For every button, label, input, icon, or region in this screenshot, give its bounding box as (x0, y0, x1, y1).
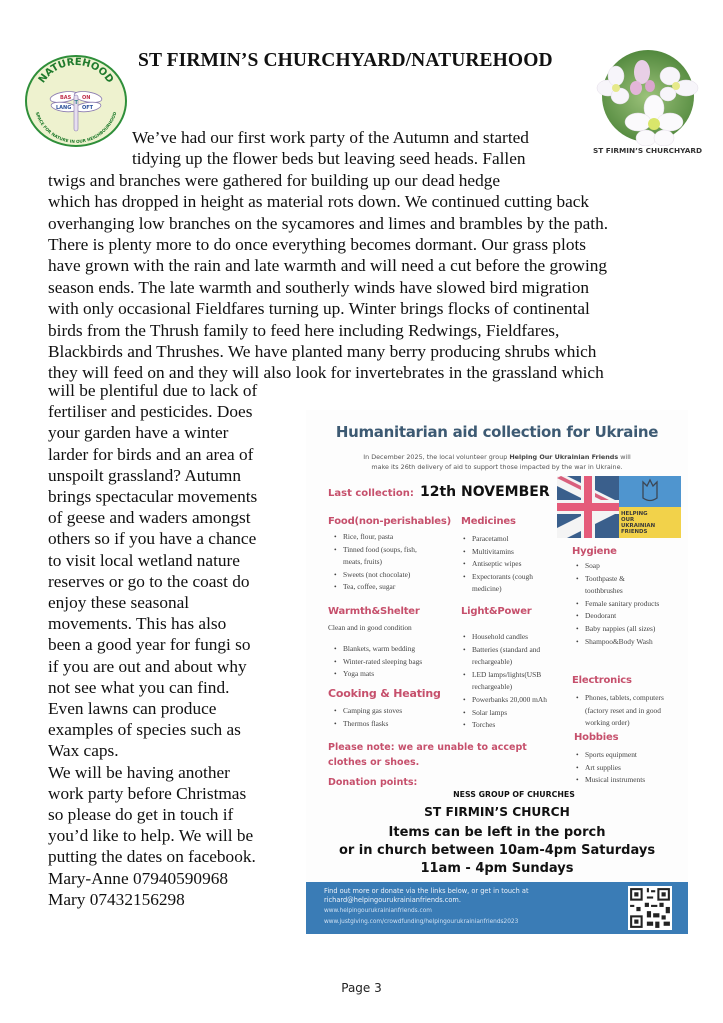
list-item-continued (462, 681, 547, 694)
list-item-continued (462, 583, 533, 596)
please-note-line: clothes or shoes. (328, 757, 420, 768)
ness-group-label: NESS GROUP OF CHURCHES (453, 790, 575, 799)
article-line: to visit local wetland nature (48, 550, 240, 570)
list-item: • Toothpaste & (575, 573, 659, 586)
list-item-text: meats, fruits) (343, 557, 382, 567)
list-item: • Rice, flour, pasta (333, 531, 417, 544)
list-item: • Art supplies (575, 762, 645, 775)
article-line: of geese and waders amongst (48, 508, 251, 528)
churchyard-logo-caption: ST FIRMIN’S CHURCHYARD (592, 146, 703, 155)
article-intro (48, 127, 608, 384)
list-item: • Torches (462, 719, 547, 732)
list-item: • Female sanitary products (575, 598, 659, 611)
logo-body-letter: T (74, 100, 78, 106)
article-line: which has dropped in height as material rots down. We continued cutting back (48, 192, 590, 212)
poster-group-name: Helping Our Ukrainian Friends (509, 453, 619, 461)
section-medicines-list (462, 533, 533, 596)
article-line: your garden have a winter (48, 423, 229, 443)
article-line: unspoilt grassland? Autumn (48, 465, 241, 485)
flag-text: FRIENDS (621, 529, 648, 535)
poster-intro (306, 452, 688, 472)
article-line: they will feed on and they will also look for invertebrates in the grassland which (48, 363, 604, 383)
article-line: Wax caps. (48, 741, 119, 761)
poster-intro-text: will (618, 453, 631, 461)
list-item: • Soap (575, 560, 659, 573)
article-line: enjoy these seasonal (48, 593, 190, 613)
article-line: reserves or go to the coast do (48, 571, 250, 591)
section-electronics-list (575, 692, 664, 730)
section-warmth-title: Warmth&Shelter (328, 606, 420, 617)
article-column (48, 380, 257, 910)
list-item-text: medicine) (472, 584, 502, 594)
logo-wing-text: OFT (82, 105, 94, 111)
article-line: movements. This has also (48, 614, 227, 634)
list-item: • Shampoo&Body Wash (575, 636, 659, 649)
article-line: have grown with the rain and late warmth and will need a cut before the growing (48, 256, 608, 276)
footer-email-link[interactable]: richard@helpingourukrainianfriends.com. (324, 896, 461, 904)
list-item: • Powerbanks 20,000 mAh (462, 694, 547, 707)
article-line: examples of species such as (48, 720, 241, 740)
church-name: ST FIRMIN’S CHURCH (424, 805, 570, 819)
porch-text: Items can be left in the porch (388, 825, 606, 840)
section-light-title: Light&Power (461, 606, 532, 617)
list-item: • LED lamps/lights(USB (462, 669, 547, 682)
list-item: • Phones, tablets, computers (575, 692, 664, 705)
list-item: • Sports equipment (575, 749, 645, 762)
article-line: putting the dates on facebook. (48, 847, 256, 867)
section-hygiene-list (575, 560, 659, 648)
article-line: so please do get in touch if (48, 805, 234, 825)
donation-points-label: Donation points: (328, 777, 418, 788)
flag-text: OUR (621, 517, 635, 523)
list-item: • Baby nappies (all sizes) (575, 623, 659, 636)
list-item: • Household candles (462, 631, 547, 644)
list-item: • Blankets, warm bedding (333, 643, 422, 656)
list-item-text: (factory reset and in good (585, 705, 661, 715)
last-collection-label: Last collection: (328, 488, 414, 499)
article-line: We will be having another (48, 762, 230, 782)
poster-footer (306, 882, 688, 934)
article-line: There is plenty more to do once everything becomes dormant. Our grass plots (48, 235, 586, 255)
footer-text: Find out more or donate via the links below, or get in touch at (324, 887, 529, 895)
list-item: • Antiseptic wipes (462, 558, 533, 571)
list-item: • Sweets (not chocolate) (333, 569, 417, 582)
last-collection-date: 12th NOVEMBER (420, 484, 550, 500)
section-hobbies-title: Hobbies (574, 732, 619, 743)
list-item: • Batteries (standard and (462, 644, 547, 657)
section-electronics-title: Electronics (572, 675, 632, 686)
contact-mary-anne: Mary-Anne 07940590968 (48, 868, 228, 888)
list-item: • Camping gas stoves (333, 705, 402, 718)
logo-bottom-text: SPACE FOR NATURE IN OUR NEIGHBOURHOOD (34, 111, 118, 145)
list-item: • Deodorant (575, 610, 659, 623)
article-line: will be plentiful due to lack of (48, 381, 258, 400)
sunday-hours: 11am - 4pm Sundays (420, 861, 574, 876)
list-item-text: rechargeable) (472, 682, 513, 692)
footer-website-link[interactable]: www.helpingourukrainianfriends.com (324, 908, 432, 914)
article-line: you’d like to help. We will be (48, 826, 254, 846)
list-item: • Tinned food (soups, fish, (333, 544, 417, 557)
section-warmth-note: Clean and in good condition (328, 623, 412, 632)
list-item: • Musical instruments (575, 774, 645, 787)
list-item-continued (333, 556, 417, 569)
list-item-text: working order) (585, 718, 630, 728)
logo-wing-text: ON (82, 95, 91, 101)
article-line: tidying up the flower beds but leaving seed heads. Fallen (132, 149, 526, 169)
article-line: others so if you have a chance (48, 529, 257, 549)
logo-wing-text: LANG (56, 105, 72, 111)
list-item: • Thermos flasks (333, 718, 402, 731)
uk-ukraine-flag-icon (557, 476, 681, 538)
article-line: twigs and branches were gathered for building up our dead hedge (48, 170, 501, 190)
poster-title: Humanitarian aid collection for Ukraine (335, 423, 659, 441)
poster-intro-text: make its 26th delivery of aid to support those impacted by the war in Ukraine. (371, 463, 623, 471)
article-line: if you are out and about why (48, 656, 247, 676)
section-warmth-list (333, 643, 422, 681)
list-item: • Winter-rated sleeping bags (333, 656, 422, 669)
contact-mary: Mary 07432156298 (48, 889, 185, 909)
page-title: ST FIRMIN’S CHURCHYARD/NATUREHOOD (138, 50, 553, 71)
list-item-text: toothbrushes (585, 586, 623, 596)
section-hobbies-list (575, 749, 645, 787)
qr-code-icon[interactable] (628, 886, 672, 930)
article-line: larder for birds and an area of (48, 444, 254, 464)
section-hygiene-title: Hygiene (572, 546, 617, 557)
list-item: • Yoga mats (333, 668, 422, 681)
article-line: brings spectacular movements (48, 487, 258, 507)
list-item-continued (575, 717, 664, 730)
section-cooking-list (333, 705, 402, 730)
section-light-list (462, 631, 547, 732)
section-medicines-title: Medicines (461, 516, 516, 527)
list-item-continued (575, 585, 659, 598)
please-note-line: Please note: we are unable to accept (328, 742, 527, 753)
article-line: Blackbirds and Thrushes. We have planted many berry producing shrubs which (48, 342, 597, 362)
flag-text: HELPING (621, 511, 648, 517)
section-food-list (333, 531, 417, 594)
article-line: fertiliser and pesticides. Does (48, 402, 253, 422)
article-line: with only occasional Fieldfares turning up. Winter brings flocks of continental (48, 299, 590, 319)
list-item-text: rechargeable) (472, 657, 513, 667)
list-item: • Paracetamol (462, 533, 533, 546)
article-line: overhanging low branches on the sycamores and limes and brambles by the path. (48, 213, 609, 233)
logo-wing-text: BAS (60, 95, 72, 101)
article-line: birds from the Thrush family to feed here including Redwings, Fieldfares, (48, 320, 560, 340)
flag-text: UKRAINIAN (621, 523, 656, 529)
article-line: work party before Christmas (48, 783, 247, 803)
page-number: Page 3 (341, 981, 382, 995)
article-line: been a good year for fungi so (48, 635, 251, 655)
saturday-hours: or in church between 10am-4pm Saturdays (338, 843, 656, 858)
ukraine-aid-poster (306, 410, 688, 934)
list-item: • Multivitamins (462, 546, 533, 559)
article-line: We’ve had our first work party of the Autumn and started (132, 128, 529, 147)
list-item: • Solar lamps (462, 707, 547, 720)
list-item: • Tea, coffee, sugar (333, 581, 417, 594)
article-line: season ends. The late warmth and southerly winds have slowed bird migration (48, 277, 590, 297)
list-item-continued (462, 656, 547, 669)
section-food-title: Food(non-perishables) (328, 516, 451, 527)
list-item: • Expectorants (cough (462, 571, 533, 584)
list-item-continued (575, 705, 664, 718)
article-line: Even lawns can produce (48, 699, 217, 719)
section-cooking-title: Cooking & Heating (328, 687, 441, 700)
poster-intro-text: In December 2025, the local volunteer group (363, 453, 510, 461)
logo-top-text: NATUREHOOD (36, 56, 116, 86)
please-note (328, 740, 527, 770)
article-line: not see what you can find. (48, 677, 230, 697)
footer-justgiving-link[interactable]: www.justgiving.com/crowdfunding/helpingourukrainianfriends2023 (324, 919, 519, 925)
